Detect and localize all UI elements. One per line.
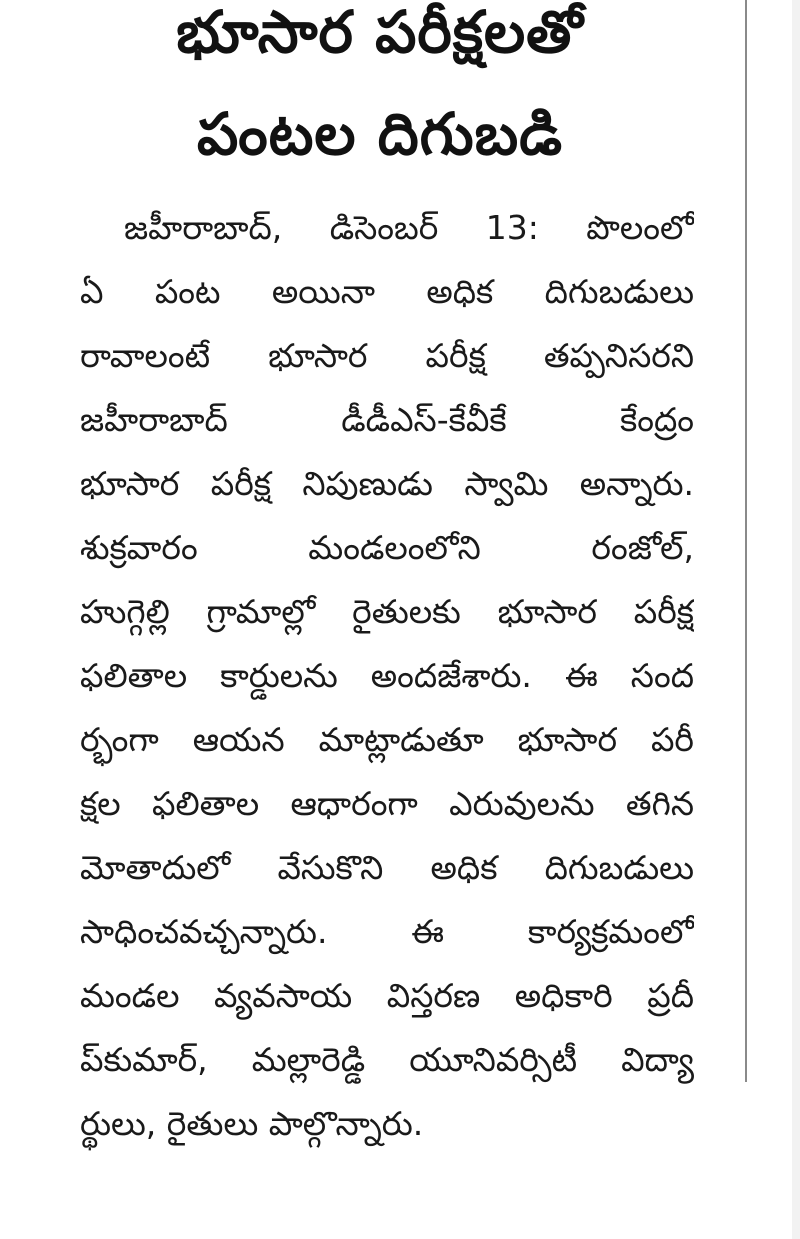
article-line: ఫలితాల కార్డులను అందజేశారు. ఈ సంద (80, 656, 694, 695)
page-edge (792, 0, 800, 1239)
article-line: ఏ పంట అయినా అధిక దిగుబడులు (80, 272, 694, 311)
article-line: హుగ్గెల్లి గ్రామాల్లో రైతులకు భూసార పరీక్ష (80, 592, 694, 631)
article-line: మోతాదులో వేసుకొని అధిక దిగుబడులు (80, 848, 694, 887)
article-body (80, 196, 694, 1156)
article-line: జహీరాబాద్ డీడీఎస్-కేవీకే కేంద్రం (80, 400, 694, 439)
article-line: శుక్రవారం మండలంలోని రంజోల్, (80, 528, 694, 567)
article-line: భూసార పరీక్ష నిపుణుడు స్వామి అన్నారు. (80, 464, 694, 503)
article-line: ర్థులు, రైతులు పాల్గొన్నారు. (80, 1104, 424, 1143)
article-line: క్షల ఫలితాల ఆధారంగా ఎరువులను తగిన (80, 784, 694, 823)
article-line: జహీరాబాద్, డిసెంబర్ 13: పొలంలో (124, 208, 694, 247)
article-line: రావాలంటే భూసార పరీక్ష తప్పనిసరని (80, 336, 694, 375)
article-line: మండల వ్యవసాయ విస్తరణ అధికారి ప్రదీ (80, 976, 694, 1015)
headline-line-1: భూసార పరీక్షలతో (176, 0, 584, 66)
headline-line-2: పంటల దిగుబడి (197, 100, 563, 168)
article-line: ప్‌కుమార్, మల్లారెడ్డి యూనివర్సిటీ విద్యా (80, 1040, 694, 1079)
article-line: ర్భంగా ఆయన మాట్లాడుతూ భూసార పరీ (80, 720, 694, 759)
article-line: సాధించవచ్చన్నారు. ఈ కార్యక్రమంలో (80, 912, 694, 951)
column-divider (745, 0, 747, 1082)
